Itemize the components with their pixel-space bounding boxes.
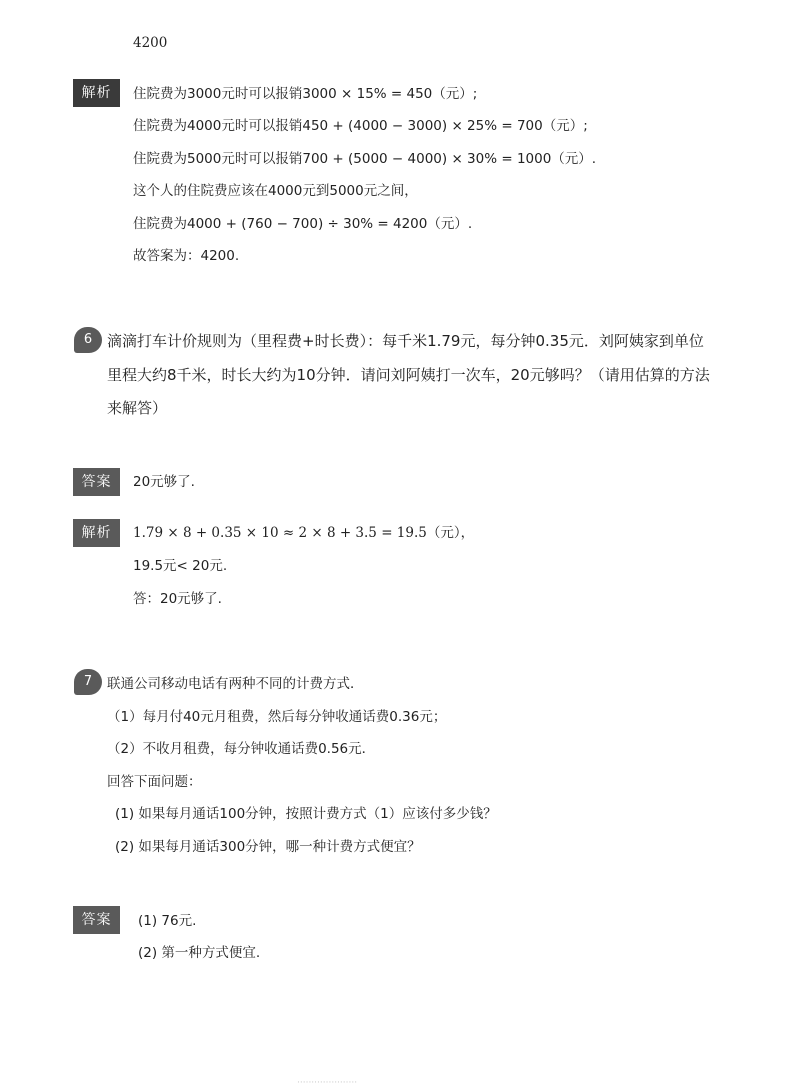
question-number-badge: 7 [74, 669, 102, 695]
question-text: （2）不收月租费，每分钟收通话费0.56元． [107, 741, 376, 757]
answer-text: (2) 第一种方式便宜. [138, 945, 261, 961]
question-text: 回答下面问题： [107, 774, 202, 790]
analysis-line: 1.79 × 8 + 0.35 × 10 ≈ 2 × 8 + 3.5 = 19.5（元）， [133, 525, 475, 541]
sub-question: (1) 如果每月通话100分钟，按照计费方式（1）应该付多少钱？ [115, 806, 497, 822]
analysis-line: 19.5元< 20元. [133, 558, 228, 574]
analysis-line: 住院费为4000元时可以报销450 + (4000 − 3000) × 25% = 700（元）; [133, 118, 588, 134]
answer-text: 20元够了. [133, 474, 195, 490]
question-text: （1）每月付40元月租费，然后每分钟收通话费0.36元； [107, 709, 447, 725]
analysis-line: 住院费为5000元时可以报销700 + (5000 − 4000) × 30% = 1000（元）. [133, 151, 597, 167]
analysis-line: 答：20元够了. [133, 591, 222, 607]
question-text: 里程大约8千米，时长大约为10分钟．请问刘阿姨打一次车，20元够吗？（请用估算的方法 [107, 366, 710, 384]
answer-text: (1) 76元. [138, 913, 197, 929]
previous-answer-value: 4200 [133, 35, 168, 51]
question-number-badge: 6 [74, 327, 102, 353]
analysis-label: 解析 [73, 79, 120, 107]
analysis-line: 故答案为：4200. [133, 248, 240, 264]
question-text: 来解答） [107, 399, 168, 417]
analysis-line: 这个人的住院费应该在4000元到5000元之间， [133, 183, 418, 199]
answer-label: 答案 [73, 468, 120, 496]
question-text: 滴滴打车计价规则为（里程费+时长费）：每千米1.79元，每分钟0.35元．刘阿姨家到单位 [107, 332, 704, 350]
question-text: 联通公司移动电话有两种不同的计费方式． [107, 676, 364, 692]
analysis-label: 解析 [73, 519, 120, 547]
page-footer: ····················· [297, 1079, 358, 1087]
analysis-line: 住院费为3000元时可以报销3000 × 15% = 450（元）; [133, 86, 478, 102]
answer-label: 答案 [73, 906, 120, 934]
sub-question: (2) 如果每月通话300分钟，哪一种计费方式便宜？ [115, 839, 421, 855]
analysis-line: 住院费为4000 + (760 − 700) ÷ 30% = 4200（元）. [133, 216, 473, 232]
